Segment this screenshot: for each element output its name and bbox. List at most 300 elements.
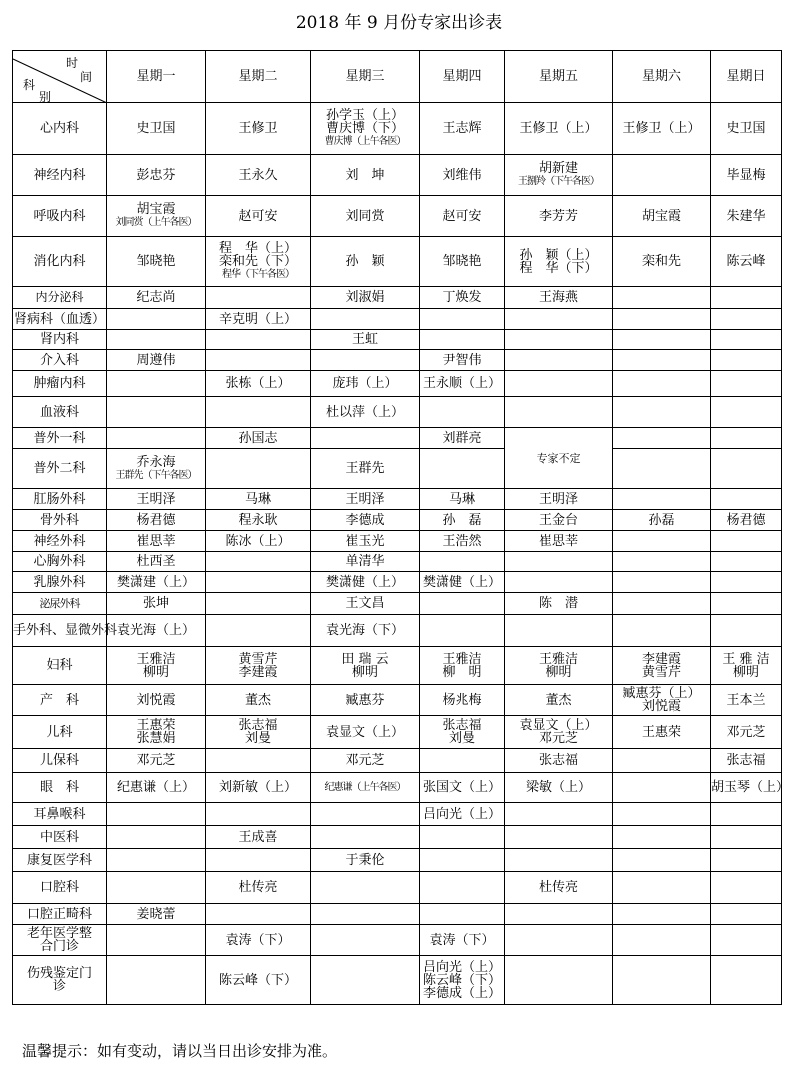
doctor-entry: 程华（下午各医）	[222, 269, 294, 280]
doctor-entry: 崔玉光	[345, 533, 385, 549]
table-row	[13, 716, 782, 749]
doctor-entry: 董杰	[244, 692, 271, 708]
table-row	[13, 531, 782, 552]
schedule-cell	[613, 196, 711, 237]
doctor-entry: 杜西圣	[136, 554, 176, 569]
dept-label: 心内科	[39, 121, 79, 136]
dept-cell	[13, 489, 107, 510]
schedule-cell	[420, 103, 505, 155]
schedule-cell	[107, 531, 206, 552]
schedule-cell	[613, 397, 711, 428]
schedule-cell	[613, 489, 711, 510]
doctor-entry: 袁光海（下）	[325, 623, 404, 638]
schedule-cell	[613, 849, 711, 872]
schedule-cell	[107, 350, 206, 371]
doctor-entry: 朱建华	[726, 208, 766, 224]
table-row	[13, 685, 782, 716]
day-header: 星期五	[505, 51, 613, 103]
schedule-cell	[311, 956, 420, 1005]
schedule-cell	[711, 872, 782, 904]
schedule-cell	[206, 287, 311, 309]
doctor-entry: 杜传亮	[238, 880, 278, 895]
schedule-cell	[206, 237, 311, 287]
doctor-entry: 邓元芝	[136, 753, 176, 768]
dept-label: 骨外科	[39, 512, 79, 528]
schedule-cell	[613, 287, 711, 309]
doctor-entry: 杜传亮	[538, 880, 578, 895]
doctor-entry: 乔永海	[136, 454, 176, 470]
schedule-cell	[505, 371, 613, 397]
doctor-entry: 陈冰（上）	[225, 533, 291, 549]
schedule-cell	[505, 872, 613, 904]
schedule-cell	[420, 872, 505, 904]
doctor-entry: 纪惠谦（上）	[116, 780, 195, 795]
dept-label: 内分泌科	[35, 290, 84, 304]
dept-label: 耳鼻喉科	[33, 806, 86, 822]
doctor-entry: 孙 磊	[442, 512, 482, 528]
dept-label: 口腔正畸科	[26, 906, 92, 922]
doctor-entry: 毕显梅	[726, 167, 766, 183]
schedule-cell	[420, 287, 505, 309]
schedule-cell	[206, 615, 311, 647]
schedule-cell	[107, 309, 206, 330]
schedule-cell	[206, 647, 311, 685]
dept-cell	[13, 237, 107, 287]
schedule-cell	[107, 552, 206, 572]
day-header: 星期六	[613, 51, 711, 103]
schedule-cell	[711, 749, 782, 773]
schedule-cell	[206, 849, 311, 872]
schedule-cell	[420, 773, 505, 803]
dept-label: 肾内科	[39, 332, 79, 347]
doctor-entry: 王修卫（上）	[519, 121, 598, 136]
table-row	[13, 872, 782, 904]
schedule-cell	[420, 330, 505, 350]
dept-label: 老年医学整合门诊	[27, 926, 93, 954]
doctor-entry: 王成喜	[238, 829, 278, 845]
dept-cell	[13, 904, 107, 925]
schedule-cell	[311, 287, 420, 309]
schedule-cell	[311, 449, 420, 489]
dept-label: 心胸外科	[33, 554, 86, 569]
doctor-entry: 邓元芝	[726, 724, 766, 740]
schedule-cell	[613, 572, 711, 593]
schedule-cell	[505, 287, 613, 309]
schedule-cell	[420, 803, 505, 826]
schedule-cell	[107, 593, 206, 615]
schedule-cell	[711, 925, 782, 956]
schedule-cell	[711, 428, 782, 449]
schedule-cell	[711, 196, 782, 237]
schedule-cell	[613, 685, 711, 716]
doctor-entry: 邹晓艳	[442, 254, 482, 269]
table-row	[13, 237, 782, 287]
dept-cell	[13, 397, 107, 428]
schedule-cell	[711, 849, 782, 872]
doctor-entry: 袁光海（上）	[116, 623, 195, 638]
doctor-entry: 胡宝霞	[641, 208, 681, 224]
corner-diagonal	[13, 51, 107, 103]
schedule-cell	[311, 103, 420, 155]
dept-label: 康复医学科	[26, 852, 92, 868]
schedule-cell	[420, 371, 505, 397]
doctor-entry: 王明泽	[136, 491, 176, 507]
doctor-entry: 陈云峰（下）	[218, 972, 297, 988]
schedule-cell	[311, 330, 420, 350]
dept-cell	[13, 309, 107, 330]
dept-cell	[13, 685, 107, 716]
dept-label: 眼 科	[39, 780, 79, 795]
dept-cell	[13, 572, 107, 593]
dept-label: 神经内科	[33, 167, 86, 183]
schedule-cell	[206, 904, 311, 925]
dept-cell	[13, 849, 107, 872]
schedule-cell	[206, 531, 311, 552]
doctor-entry: 黄雪芹	[641, 664, 681, 680]
schedule-cell	[206, 826, 311, 849]
doctor-entry: 王雅洁	[136, 651, 176, 667]
doctor-entry: 吕向光（上）	[422, 959, 501, 975]
schedule-cell	[711, 103, 782, 155]
table-row	[13, 196, 782, 237]
dept-label: 泌尿外科	[39, 597, 80, 610]
doctor-entry: 刘同赏	[345, 208, 385, 224]
schedule-cell	[711, 510, 782, 531]
table-row	[13, 510, 782, 531]
schedule-cell	[420, 489, 505, 510]
doctor-entry: 王群先（下午各医）	[115, 469, 197, 481]
schedule-cell	[311, 397, 420, 428]
dept-cell	[13, 510, 107, 531]
schedule-cell	[107, 904, 206, 925]
doctor-entry: 杨君德	[726, 512, 766, 528]
table-row	[13, 309, 782, 330]
schedule-cell	[711, 826, 782, 849]
table-row	[13, 849, 782, 872]
dept-label: 中医科	[39, 829, 79, 845]
dept-label: 呼吸内科	[33, 208, 86, 224]
dept-cell	[13, 716, 107, 749]
schedule-cell	[420, 956, 505, 1005]
schedule-cell	[420, 593, 505, 615]
schedule-cell	[711, 904, 782, 925]
dept-label: 妇科	[46, 658, 73, 673]
schedule-cell	[420, 615, 505, 647]
schedule-cell	[311, 237, 420, 287]
day-header: 星期二	[206, 51, 311, 103]
schedule-cell	[107, 572, 206, 593]
schedule-cell	[311, 155, 420, 196]
corner-label-time: 时	[65, 56, 78, 70]
day-header: 星期三	[311, 51, 420, 103]
doctor-entry: 张栋（上）	[225, 376, 291, 391]
doctor-entry: 孙学玉（上）	[325, 108, 404, 123]
schedule-cell	[206, 489, 311, 510]
schedule-cell	[311, 510, 420, 531]
doctor-entry: 马琳	[244, 491, 271, 507]
doctor-entry: 王捌羚（下午各医）	[518, 176, 599, 187]
doctor-entry: 王明泽	[538, 491, 578, 507]
schedule-cell	[107, 510, 206, 531]
dept-label: 口腔科	[39, 880, 79, 895]
doctor-entry: 刘悦霞	[641, 699, 681, 714]
dept-label: 产 科	[39, 692, 79, 708]
doctor-entry: 刘新敏（上）	[218, 780, 297, 795]
table-row	[13, 572, 782, 593]
schedule-cell	[505, 309, 613, 330]
doctor-entry: 袁涛（下）	[429, 932, 495, 948]
schedule-cell	[613, 552, 711, 572]
table-row	[13, 552, 782, 572]
doctor-entry: 刘悦霞	[136, 692, 176, 708]
schedule-cell	[107, 716, 206, 749]
schedule-cell	[311, 685, 420, 716]
schedule-cell	[107, 330, 206, 350]
schedule-cell	[613, 309, 711, 330]
doctor-entry: 董杰	[545, 692, 572, 708]
dept-label: 神经外科	[33, 533, 86, 549]
schedule-cell	[505, 925, 613, 956]
schedule-cell	[505, 803, 613, 826]
doctor-entry: 栾和先（下）	[218, 254, 297, 269]
schedule-cell	[107, 803, 206, 826]
doctor-entry: 袁显文（上）	[325, 724, 404, 740]
schedule-cell	[206, 749, 311, 773]
schedule-cell	[311, 849, 420, 872]
schedule-cell	[505, 572, 613, 593]
schedule-cell	[420, 849, 505, 872]
dept-label: 血液科	[39, 404, 79, 420]
dept-label: 手外科、显微外科	[13, 623, 118, 638]
doctor-entry: 崔思莘	[538, 533, 578, 549]
dept-cell	[13, 615, 118, 647]
schedule-cell	[613, 593, 711, 615]
schedule-cell	[420, 647, 505, 685]
doctor-entry: 王金台	[538, 512, 578, 528]
doctor-entry: 梁敏（上）	[525, 780, 591, 795]
doctor-entry: 胡宝霞	[136, 202, 176, 217]
schedule-cell	[206, 685, 311, 716]
schedule-cell	[107, 237, 206, 287]
doctor-entry: 张志福	[238, 718, 278, 733]
schedule-cell	[420, 904, 505, 925]
schedule-cell	[505, 904, 613, 925]
doctor-entry: 于秉伦	[345, 852, 385, 868]
schedule-cell	[311, 593, 420, 615]
doctor-entry: 柳明	[142, 664, 169, 680]
schedule-cell	[107, 615, 206, 647]
schedule-cell	[613, 956, 711, 1005]
doctor-entry: 专家不定	[536, 451, 581, 465]
doctor-entry: 王雅洁	[538, 651, 578, 667]
day-header: 星期一	[107, 51, 206, 103]
schedule-cell	[107, 103, 206, 155]
schedule-cell	[711, 287, 782, 309]
doctor-entry: 王文昌	[345, 596, 385, 611]
schedule-cell	[206, 803, 311, 826]
doctor-entry: 樊潇健（上）	[325, 574, 404, 590]
schedule-cell	[107, 872, 206, 904]
schedule-cell	[613, 449, 711, 489]
schedule-cell	[613, 826, 711, 849]
schedule-cell	[711, 773, 790, 803]
schedule-cell	[206, 449, 311, 489]
schedule-cell	[711, 397, 782, 428]
schedule-cell	[420, 925, 505, 956]
schedule-cell	[420, 531, 505, 552]
schedule-cell	[311, 350, 420, 371]
doctor-entry: 臧惠芬（上）	[622, 686, 701, 701]
schedule-cell	[505, 510, 613, 531]
schedule-cell	[505, 773, 613, 803]
doctor-entry: 王修卫（上）	[622, 121, 701, 136]
table-row	[13, 350, 782, 371]
doctor-entry: 柳明	[545, 664, 572, 680]
schedule-cell	[206, 103, 311, 155]
dept-cell	[13, 647, 107, 685]
doctor-entry: 张志福	[538, 753, 578, 768]
table-row	[13, 749, 782, 773]
schedule-cell	[505, 531, 613, 552]
schedule-cell	[505, 103, 613, 155]
schedule-cell	[420, 826, 505, 849]
doctor-entry: 程 华（下）	[519, 260, 598, 276]
doctor-entry: 马琳	[448, 491, 475, 507]
doctor-entry: 王浩然	[442, 533, 482, 549]
schedule-cell	[206, 155, 311, 196]
schedule-cell	[711, 237, 782, 287]
doctor-entry: 曹庆博（下）	[325, 121, 404, 136]
schedule-cell	[206, 350, 311, 371]
dept-label: 肛肠外科	[33, 491, 86, 507]
schedule-cell	[420, 428, 505, 449]
doctor-entry: 王海燕	[538, 290, 578, 305]
doctor-entry: 李建霞	[641, 651, 681, 667]
schedule-cell	[613, 531, 711, 552]
doctor-entry: 史卫国	[136, 121, 176, 136]
dept-label: 伤残鉴定门诊	[27, 966, 93, 994]
schedule-cell	[505, 749, 613, 773]
doctor-entry: 张坤	[142, 596, 169, 611]
schedule-cell	[613, 925, 711, 956]
doctor-entry: 张志福	[442, 718, 482, 733]
schedule-cell	[206, 196, 311, 237]
schedule-cell	[420, 510, 505, 531]
schedule-cell	[206, 925, 311, 956]
doctor-entry: 王惠荣	[641, 724, 681, 740]
table-row	[13, 593, 782, 615]
schedule-cell	[613, 872, 711, 904]
doctor-entry: 李德成（上）	[422, 985, 501, 1001]
schedule-cell	[206, 397, 311, 428]
doctor-entry: 张国文（上）	[422, 780, 501, 795]
schedule-cell	[420, 716, 505, 749]
schedule-cell	[711, 647, 782, 685]
schedule-cell	[505, 593, 613, 615]
schedule-cell	[107, 749, 206, 773]
table-row	[13, 956, 782, 1005]
schedule-cell	[420, 196, 505, 237]
schedule-cell	[107, 449, 206, 489]
schedule-cell	[505, 330, 613, 350]
doctor-entry: 赵可安	[442, 208, 482, 224]
doctor-entry: 吕向光（上）	[422, 806, 501, 822]
schedule-cell	[206, 773, 311, 803]
schedule-cell	[420, 572, 505, 593]
table-row	[13, 615, 782, 647]
schedule-cell	[711, 330, 782, 350]
schedule-cell	[613, 330, 711, 350]
schedule-cell	[311, 371, 420, 397]
schedule-cell	[311, 925, 420, 956]
schedule-cell	[613, 716, 711, 749]
table-row	[13, 155, 782, 196]
schedule-cell	[311, 489, 420, 510]
doctor-entry: 陈云峰	[726, 254, 766, 269]
doctor-entry: 程 华（上）	[218, 241, 297, 256]
schedule-cell	[311, 716, 420, 749]
table-row	[13, 647, 782, 685]
header-row	[13, 51, 782, 103]
schedule-cell	[311, 904, 420, 925]
doctor-entry: 王明泽	[345, 491, 385, 507]
doctor-entry: 杨兆梅	[442, 692, 482, 708]
dept-cell	[13, 371, 107, 397]
schedule-cell	[420, 449, 505, 489]
corner-label-jian: 间	[79, 70, 92, 84]
doctor-entry: 程永耿	[238, 512, 278, 528]
doctor-entry: 孙国志	[238, 430, 278, 446]
schedule-cell	[505, 685, 613, 716]
dept-cell	[13, 803, 107, 826]
schedule-cell	[107, 428, 206, 449]
schedule-cell	[505, 350, 613, 371]
schedule-cell	[206, 510, 311, 531]
schedule-cell	[206, 371, 311, 397]
doctor-entry: 刘淑娟	[345, 290, 385, 305]
doctor-entry: 崔思莘	[136, 533, 176, 549]
doctor-entry: 李芳芳	[538, 208, 578, 224]
table-row	[13, 428, 782, 449]
doctor-entry: 庞玮（上）	[332, 376, 398, 391]
dept-cell	[13, 749, 107, 773]
schedule-cell	[613, 510, 711, 531]
table-row	[13, 803, 782, 826]
schedule-cell	[206, 872, 311, 904]
schedule-cell	[505, 956, 613, 1005]
doctor-entry: 张志福	[726, 753, 766, 768]
doctor-entry: 张慧娟	[136, 731, 176, 746]
doctor-entry: 柳 明	[442, 664, 482, 680]
corner-label-bie: 别	[39, 90, 52, 104]
table-row	[13, 103, 782, 155]
doctor-entry: 周遵伟	[136, 352, 176, 368]
schedule-cell	[206, 716, 311, 749]
day-header: 星期日	[711, 51, 782, 103]
schedule-cell	[420, 350, 505, 371]
dept-cell	[13, 350, 107, 371]
schedule-cell	[613, 155, 711, 196]
doctor-entry: 邓元芝	[345, 753, 385, 768]
doctor-entry: 袁涛（下）	[225, 932, 291, 948]
dept-cell	[13, 593, 107, 615]
schedule-cell	[613, 237, 711, 287]
dept-cell	[13, 155, 107, 196]
doctor-entry: 袁显文（上）	[519, 718, 598, 733]
dept-label: 消化内科	[33, 254, 86, 269]
schedule-body	[13, 103, 790, 1005]
schedule-cell	[711, 552, 782, 572]
